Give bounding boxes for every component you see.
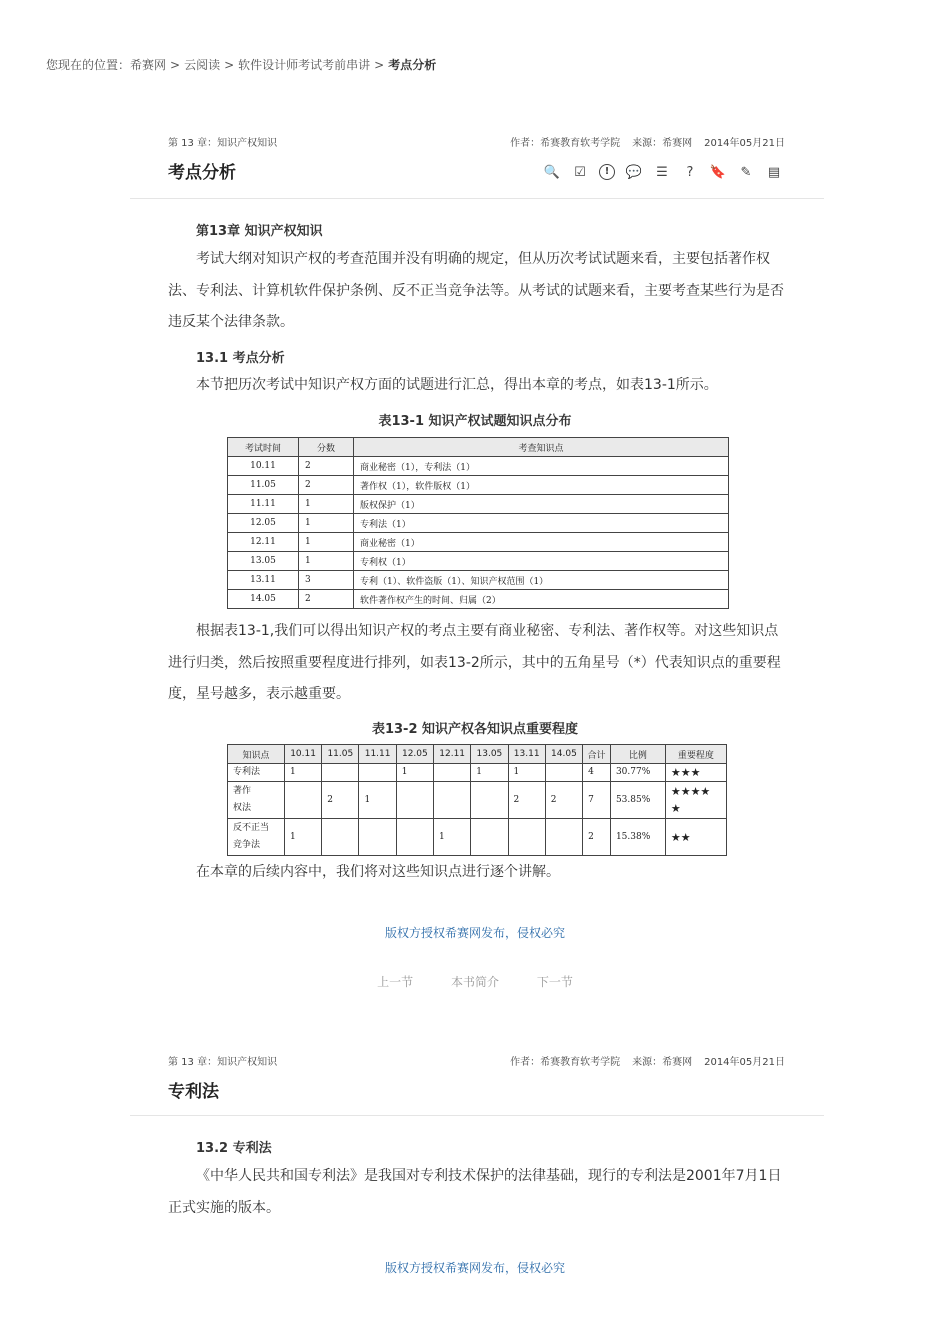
table-row [228,495,729,514]
paragraph-patent: 《中华人民共和国专利法》是我国对专利技术保护的法律基础，现行的专利法是2001年7月1日正式实施的版本。 [168,1168,782,1216]
table1-cell: 2 [299,590,354,609]
alert-icon[interactable]: ! [599,164,615,180]
chapter-label-2: 第 13 章：知识产权知识 [168,1057,278,1068]
table2-caption: 表13-2 知识产权各知识点重要程度 [371,722,579,737]
page-title: 考点分析 [168,163,236,183]
table1-cell: 1 [299,552,354,571]
table1-cell: 2 [299,457,354,476]
table1-cell: 商业秘密（1），专利法（1） [354,457,729,476]
paragraph-followup: 在本章的后续内容中，我们将对这些知识点进行逐个讲解。 [196,864,560,880]
table1-cell: 软件著作权产生的时间、归属（2） [354,590,729,609]
table1-header-cell: 分数 [299,438,354,457]
divider [130,198,824,199]
table2-header-cell: 11.11 [359,745,396,764]
breadcrumb-item-cloud-read[interactable]: 云阅读 [184,58,221,72]
help-icon[interactable]: ? [686,165,694,180]
copyright-link[interactable]: 版权方授权希赛网发布，侵权必究 [384,926,565,940]
table2-cell [434,764,471,782]
source-2: 来源：希赛网 [632,1057,693,1068]
table1-cell: 11.11 [228,495,299,514]
table1-cell: 专利权（1） [354,552,729,571]
breadcrumb-sep: > [170,58,181,72]
table2-cell [545,819,582,856]
book-intro-link[interactable]: 本书简介 [450,975,499,989]
table2-cell: 著作 权法 [228,782,285,819]
table2-header-cell: 比例 [610,745,665,764]
comment-icon[interactable]: 💬 [625,165,643,180]
table-row [228,819,727,856]
author-2: 作者：希赛教育软考学院 [510,1057,621,1068]
table2-cell [471,819,508,856]
section-heading-13-2: 13.2 专利法 [196,1141,272,1156]
table2-cell: 1 [396,764,433,782]
table2-cell [322,764,359,782]
article-meta-2 [498,1053,785,1068]
chapter-label: 第 13 章：知识产权知识 [168,138,278,149]
table1 [227,437,729,609]
table-row [228,476,729,495]
table-row [228,782,727,819]
table2-header-cell: 13.05 [471,745,508,764]
table2-cell [359,764,396,782]
table2-cell [396,782,433,819]
table2-cell: 7 [583,782,611,819]
table1-caption: 表13-1 知识产权试题知识点分布 [378,414,572,429]
table1-cell: 10.11 [228,457,299,476]
date: 2014年05月21日 [704,138,785,149]
table1-header-cell: 考查知识点 [354,438,729,457]
table1-cell: 3 [299,571,354,590]
list-icon[interactable]: ☰ [656,165,668,180]
table2-cell: ★★ [665,819,726,856]
table2-header-cell: 12.05 [396,745,433,764]
table1-cell: 1 [299,495,354,514]
table-row [228,552,729,571]
table1-cell: 著作权（1），软件版权（1） [354,476,729,495]
breadcrumb-current: 考点分析 [388,58,437,72]
table2-cell: 4 [583,764,611,782]
section-heading-13-1: 13.1 考点分析 [196,351,285,366]
table-row [228,590,729,609]
breadcrumb-sep: > [374,58,385,72]
table-row [228,514,729,533]
table1-cell: 13.05 [228,552,299,571]
table2-cell [284,782,321,819]
table2-cell: 专利法 [228,764,285,782]
bookmark-icon[interactable]: 🔖 [709,165,727,180]
table2-cell: 反不正当 竞争法 [228,819,285,856]
table1-cell: 1 [299,533,354,552]
table2-cell: 53.85% [610,782,665,819]
toolbar [543,164,783,182]
table1-cell: 11.05 [228,476,299,495]
pager [0,973,950,990]
search-icon[interactable]: 🔍 [543,165,561,180]
table2-header-cell: 10.11 [284,745,321,764]
table1-cell: 版权保护（1） [354,495,729,514]
table2-cell [396,819,433,856]
document-icon[interactable]: ▤ [767,165,781,180]
table1-cell: 12.05 [228,514,299,533]
table2-cell: 2 [508,782,545,819]
table1-cell: 14.05 [228,590,299,609]
table-row [228,571,729,590]
table2-header-cell: 重要程度 [665,745,726,764]
copyright-link-2[interactable]: 版权方授权希赛网发布，侵权必究 [384,1261,565,1275]
source: 来源：希赛网 [632,138,693,149]
table2-cell [545,764,582,782]
table1-cell: 2 [299,476,354,495]
date-2: 2014年05月21日 [704,1057,785,1068]
page-title-2: 专利法 [168,1082,219,1102]
breadcrumb-sep: > [224,58,235,72]
table1-cell: 专利法（1） [354,514,729,533]
table2-cell: 1 [434,819,471,856]
table2-cell [508,819,545,856]
table-row [228,457,729,476]
table1-cell: 专利（1）、软件盗版（1）、知识产权范围（1） [354,571,729,590]
table2-cell [359,819,396,856]
divider-2 [130,1115,824,1116]
table2-header-cell: 12.11 [434,745,471,764]
breadcrumb-item-book[interactable]: 软件设计师考试考前串讲 [238,58,371,72]
author: 作者：希赛教育软考学院 [510,138,621,149]
table2-header-cell: 13.11 [508,745,545,764]
table-row [228,764,727,782]
chapter-heading: 第13章 知识产权知识 [196,224,323,239]
prev-section-link[interactable]: 上一节 [377,975,414,989]
table1-cell: 13.11 [228,571,299,590]
table1-cell: 12.11 [228,533,299,552]
table2-header-cell: 14.05 [545,745,582,764]
table2-cell: 1 [284,819,321,856]
table2-cell: 2 [322,782,359,819]
table2-header-cell: 合计 [583,745,611,764]
table2-cell [471,782,508,819]
notes-icon[interactable]: ☑ [574,165,586,180]
breadcrumb-prefix[interactable]: 您现在的位置：希赛网 [46,58,167,72]
table2-cell: 1 [471,764,508,782]
table1-header-cell: 考试时间 [228,438,299,457]
paragraph-analysis: 根据表13-1,我们可以得出知识产权的考点主要有商业秘密、专利法、著作权等。对这些知识点进行归类，然后按照重要程度进行排列，如表13-2所示，其中的五角星号（*）代表知识点的重要程度，星号越多，表示越重要。 [168,623,781,702]
edit-icon[interactable]: ✎ [740,165,752,180]
table2-header-cell: 11.05 [322,745,359,764]
table2-cell: 1 [284,764,321,782]
table2-cell [322,819,359,856]
table2-cell: ★★★★ ★ [665,782,726,819]
table2-cell: 1 [508,764,545,782]
paragraph-summary: 本节把历次考试中知识产权方面的试题进行汇总，得出本章的考点，如表13-1所示。 [196,377,718,393]
breadcrumb [46,56,436,73]
next-section-link[interactable]: 下一节 [536,975,573,989]
article-meta [498,134,785,149]
table-row [228,533,729,552]
table2 [227,744,727,856]
table2-cell: 2 [545,782,582,819]
table2-cell: 30.77% [610,764,665,782]
table2-header-cell: 知识点 [228,745,285,764]
paragraph-intro: 考试大纲对知识产权的考查范围并没有明确的规定，但从历次考试试题来看，主要包括著作权法、专利法、计算机软件保护条例、反不正当竞争法等。从考试的试题来看，主要考查某些行为是否违反某个法律条款。 [168,251,784,330]
table2-cell [434,782,471,819]
table1-cell: 1 [299,514,354,533]
table2-cell: 2 [583,819,611,856]
table2-cell: 15.38% [610,819,665,856]
table1-cell: 商业秘密（1） [354,533,729,552]
table2-cell: ★★★ [665,764,726,782]
table2-cell: 1 [359,782,396,819]
